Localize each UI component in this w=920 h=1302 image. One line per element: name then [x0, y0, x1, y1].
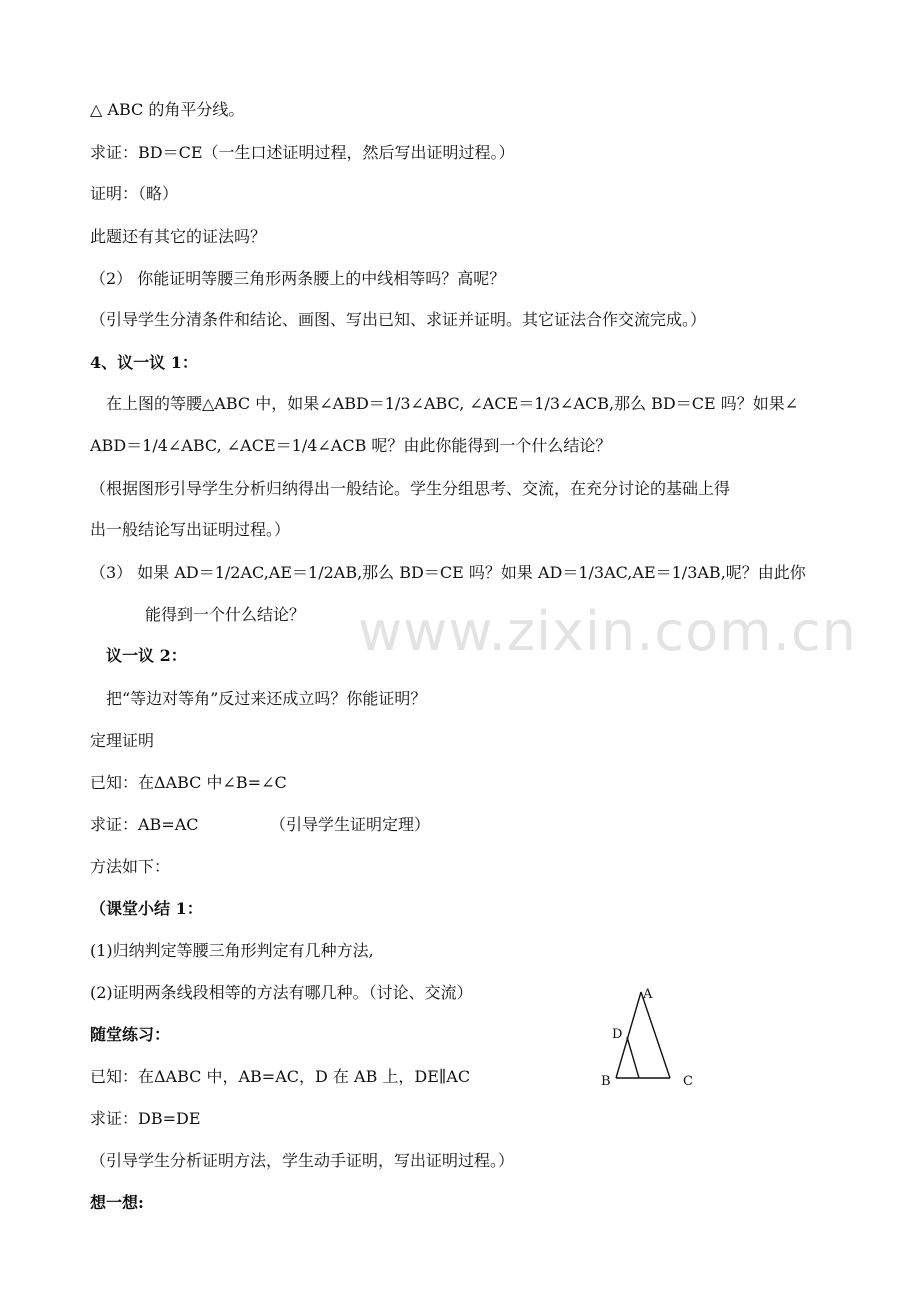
text-line: 已知：在ΔABC 中，AB=AC，D 在 AB 上，DE∥AC	[90, 1067, 471, 1086]
section-heading: （课堂小结 1：	[90, 899, 203, 918]
vertex-label-a: A	[643, 987, 653, 1002]
text-line: 此题还有其它的证法吗？	[90, 227, 267, 246]
text-line: （3） 如果 AD＝1/2AC,AE＝1/2AB,那么 BD＝CE 吗？如果 AD＝1/3AC,AE＝1/3AB,呢？由此你	[90, 563, 806, 582]
text-line: △ ABC 的角平分线。	[90, 100, 245, 119]
text-line: 在上图的等腰△ABC 中，如果∠ABD＝1/3∠ABC, ∠ACE＝1/3∠ACB,那么 BD＝CE 吗？如果∠	[106, 394, 799, 413]
segment-de	[627, 1037, 639, 1078]
text-line: (1)归纳判定等腰三角形判定有几种方法,	[90, 941, 374, 960]
text-line: ABD＝1/4∠ABC, ∠ACE＝1/4∠ACB 呢？由此你能得到一个什么结论？	[90, 436, 612, 455]
vertex-label-b: B	[601, 1074, 611, 1089]
text-line: （引导学生证明定理）	[270, 815, 431, 834]
text-line: 已知：在ΔABC 中∠B=∠C	[90, 773, 287, 792]
text-line: 方法如下：	[90, 857, 171, 876]
text-line: 求证：DB=DE	[90, 1109, 201, 1128]
text-line: 证明：（略）	[90, 184, 179, 203]
text-line: 求证：AB=AC	[90, 815, 199, 834]
text-line: 出一般结论写出证明过程。）	[90, 520, 291, 539]
section-heading: 想一想:	[90, 1193, 144, 1212]
triangle-figure	[596, 985, 706, 1090]
text-line: （根据图形引导学生分析归纳得出一般结论。学生分组思考、交流，在充分讨论的基础上得	[90, 479, 731, 498]
text-line: 能得到一个什么结论？	[145, 605, 306, 624]
text-line: 把“等边对等角”反过来还成立吗？你能证明？	[106, 689, 427, 708]
section-heading: 4、议一议 1：	[90, 353, 198, 372]
text-line: (2)证明两条线段相等的方法有哪几种。（讨论、交流）	[90, 983, 473, 1002]
section-heading: 议一议 2：	[106, 646, 187, 665]
text-line: （2） 你能证明等腰三角形两条腰上的中线相等吗？高呢？	[90, 269, 506, 288]
triangle-side-ac	[641, 992, 670, 1078]
text-line: （引导学生分清条件和结论、画图、写出已知、求证并证明。其它证法合作交流完成。）	[90, 310, 707, 329]
text-line: 定理证明	[90, 731, 155, 750]
vertex-label-c: C	[683, 1074, 693, 1089]
text-line: 求证：BD＝CE（一生口述证明过程，然后写出证明过程。）	[90, 143, 515, 162]
section-heading: 随堂练习：	[90, 1025, 171, 1044]
point-label-d: D	[612, 1027, 623, 1042]
text-line: （引导学生分析证明方法，学生动手证明，写出证明过程。）	[90, 1151, 515, 1170]
watermark: www.zixin.com.cn	[358, 600, 857, 663]
